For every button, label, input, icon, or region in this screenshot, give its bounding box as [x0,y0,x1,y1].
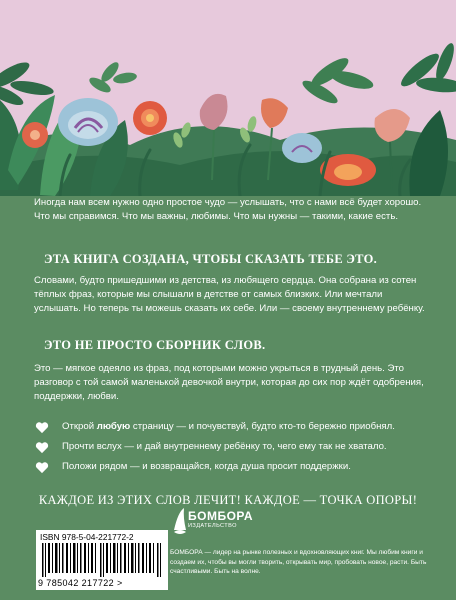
heart-icon [34,441,50,454]
bullet-text-before: Прочти вслух — и дай внутреннему ребёнку то, чего ему так не хватало. [62,441,387,452]
heading-not-just-collection: ЭТО НЕ ПРОСТО СБОРНИК СЛОВ. [44,338,266,352]
bullet-item [34,440,426,454]
bullet-list [34,420,426,480]
closing-slogan: КАЖДОЕ ИЗ ЭТИХ СЛОВ ЛЕЧИТ! КАЖДОЕ — ТОЧКА ОПОРЫ! [38,493,418,507]
barcode-number: 9 785042 217722 > [38,578,123,588]
heart-icon [34,421,50,434]
paragraph-soft-blanket: Это — мягкое одеяло из фраз, под которыми можно укрыться в трудный день. Это разговор с той самой маленькой девочкой внутри, которая до сих пор ждёт одобрения, поддержки, любви. [34,363,424,402]
heading-book-purpose: ЭТА КНИГА СОЗДАНА, ЧТОБЫ СКАЗАТЬ ТЕБЕ ЭТО. [44,252,378,266]
back-cover-text [0,196,456,600]
bullet-text-before: Открой [62,421,97,432]
bullet-text-bold: любую [96,421,131,432]
paragraph-about-phrases: Словами, будто пришедшими из детства, из любящего сердца. Она собрана из сотен тёплых фраз, которые мы слышали в детстве от самых близких. Или мечтали услышать. Но теперь ты можешь сказать их себе. Или — своему внутреннему ребёнку. [34,275,425,314]
publisher-description: БОМБОРА — лидер на рынке полезных и вдохновляющих книг. Мы любим книги и создаем их, чтобы вы могли творить, открывать мир, пробовать новое, расти. Быть счастливыми. Быть на волне. [170,549,427,575]
bullet-item [34,460,426,474]
publisher-logo-name: БОМБОРА [188,509,254,523]
isbn-label: ISBN 978-5-04-221772-2 [40,532,134,542]
intro-paragraph: Иногда нам всем нужно одно простое чудо — услышать, что с нами всё будет хорошо. Что мы справимся. Что мы важны, любимы. Что мы нужны — такими, какие есть. [34,197,422,222]
barcode-bars [40,543,164,577]
heart-icon [34,461,50,474]
barcode [36,530,168,590]
bullet-text-after: страницу — и почувствуй, будто кто-то бережно приобнял. [130,421,395,432]
bullet-text-before: Положи рядом — и возвращайся, когда душа просит поддержки. [62,461,351,472]
floral-banner-illustration [0,0,456,196]
publisher-logo-sub: ИЗДАТЕЛЬСТВО [188,523,237,529]
bullet-item [34,420,426,434]
